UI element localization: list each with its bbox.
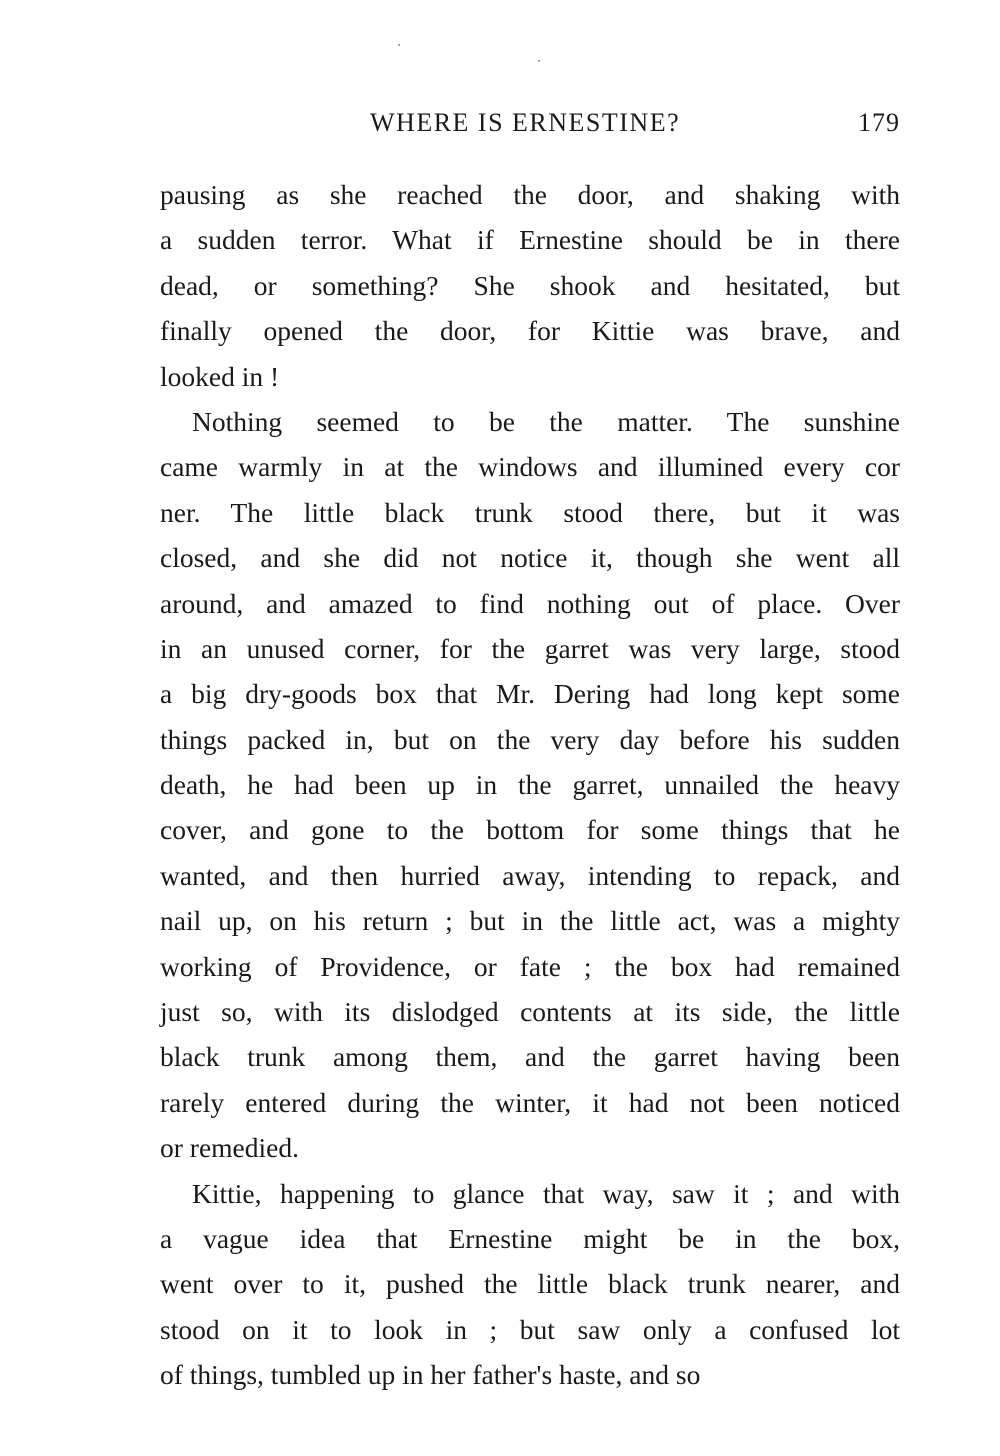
body-text [160, 172, 900, 1398]
paragraph [160, 1171, 900, 1398]
text-line: just so, with its dislodged contents at its side, the little [160, 996, 900, 1028]
text-line: pausing as she reached the door, and shaking with [160, 179, 900, 210]
text-line: a sudden terror. What if Ernestine should be in there [160, 224, 900, 256]
text-line: finally opened the door, for Kittie was brave, and [160, 315, 900, 347]
text-line: death, he had been up in the garret, unnailed the heavy [160, 769, 900, 801]
text-line: Kittie, happening to glance that way, saw it ; and with [192, 1177, 900, 1209]
text-line: a big dry-goods box that Mr. Dering had long kept some [160, 678, 900, 710]
text-line: stood on it to look in ; but saw only a confused lot [160, 1313, 900, 1345]
text-line: in an unused corner, for the garret was very large, stood [160, 632, 900, 664]
text-line: working of Providence, or fate ; the box had remained [160, 950, 900, 982]
text-line: came warmly in at the windows and illumined every cor [160, 451, 900, 483]
text-line: a vague idea that Ernestine might be in the box, [160, 1222, 900, 1254]
print-speck [398, 44, 400, 46]
text-line: looked in ! [160, 360, 280, 392]
paragraph [160, 172, 900, 399]
text-line: rarely entered during the winter, it had not been noticed [160, 1086, 900, 1118]
paragraph [160, 399, 900, 1171]
text-line: black trunk among them, and the garret having been [160, 1041, 900, 1073]
running-title: WHERE IS ERNESTINE? [370, 108, 681, 137]
text-line: dead, or something? She shook and hesitated, but [160, 269, 900, 301]
text-line: of things, tumbled up in her father's haste, and so [160, 1359, 701, 1391]
text-line: Nothing seemed to be the matter. The sunshine [192, 405, 900, 437]
text-line: cover, and gone to the bottom for some things that he [160, 814, 900, 846]
print-speck [538, 60, 540, 62]
text-line: ner. The little black trunk stood there, but it was [160, 496, 900, 528]
text-line: or remedied. [160, 1132, 299, 1164]
text-line: things packed in, but on the very day before his sudden [160, 723, 900, 755]
page-number: 179 [858, 108, 900, 137]
text-line: wanted, and then hurried away, intending to repack, and [160, 859, 900, 891]
text-line: nail up, on his return ; but in the little act, was a mighty [160, 905, 900, 937]
page-header [160, 108, 900, 148]
text-line: closed, and she did not notice it, though she went all [160, 542, 900, 574]
text-line: around, and amazed to find nothing out of place. Over [160, 587, 900, 619]
text-line: went over to it, pushed the little black trunk nearer, and [160, 1268, 900, 1300]
